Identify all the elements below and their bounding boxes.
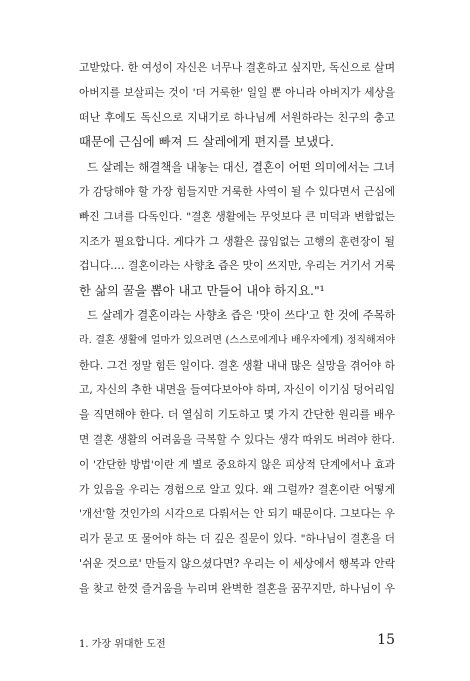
body-line: 을 직면해야 한다. 더 열심히 기도하고 몇 가지 간단한 원리를 배우: [79, 408, 395, 422]
body-line: 드 살레가 결혼이라는 사향초 즙은 '맛이 쓰다'고 한 것에 주목하: [87, 308, 396, 322]
body-line: 가 있음을 우리는 경험으로 알고 있다. 왜 그럴까? 결혼이란 어떻게: [79, 482, 395, 496]
body-line: 이 '간단한 방법'이란 게 별로 중요하지 않은 피상적 단계에서나 효과: [79, 458, 395, 471]
body-line: 고받았다. 한 여성이 자신은 너무나 결혼하고 싶지만, 독신으로 살며: [79, 61, 395, 74]
body-line: 가 감당해야 할 가장 힘들지만 거룩한 사역이 될 수 있다면서 근심에: [79, 184, 395, 198]
body-line: 겁니다.… 결혼이라는 사향초 즙은 맛이 쓰지만, 우리는 거기서 거룩: [79, 259, 396, 273]
body-text: [79, 56, 395, 602]
body-line: 고, 자신의 추한 내면을 들여다보아야 하며, 자신이 이기심 덩어리임: [79, 383, 395, 397]
body-line: 을 찾고 한껏 즐거움을 누리며 완벽한 결혼을 꿈꾸지만, 하나님이 우: [79, 581, 395, 595]
body-line: 드 살레는 해결책을 내놓는 대신, 결혼이 어떤 의미에서는 그녀: [87, 160, 395, 175]
page-number: 15: [377, 632, 395, 648]
body-line: 지조가 필요합니다. 게다가 그 생활은 끊임없는 고행의 훈련장이 될: [79, 234, 395, 248]
page-footer: [79, 632, 395, 655]
body-line: 떠난 후에도 독신으로 지내기로 하나님께 서원하라는 친구의 충고: [79, 110, 395, 124]
running-footer-title: 1. 가장 위대한 도전: [79, 639, 166, 650]
body-line: '쉬운 것으로' 만들지 않으셨다면? 우리는 이 세상에서 행복과 안락: [79, 556, 396, 570]
body-line: 라. 결혼 생활에 얼마가 있으려면 (스스로에게나 배우자에게) 정직해져야: [79, 334, 395, 346]
body-line: 때문에 근심에 빠져 드 살레에게 편지를 보냈다.: [79, 134, 334, 150]
body-line: 아버지를 보살피는 것이 '더 거룩한' 일일 뿐 아니라 아버지가 세상을: [79, 86, 395, 99]
body-line: 리가 묻고 또 물어야 하는 더 깊은 질문이 있다. "하나님이 결혼을 더: [79, 533, 395, 546]
body-line: '개선'할 것인가의 시각으로 다뤄서는 안 되기 때문이다. 그보다는 우: [79, 508, 395, 521]
body-line: 한다. 그건 정말 힘든 일이다. 결혼 생활 내내 많은 실망을 겪어야 하: [79, 358, 395, 372]
body-line: 면 결혼 생활의 어려움을 극복할 수 있다는 생각 따위도 버려야 한다.: [79, 433, 395, 446]
body-line: 빠진 그녀를 다독인다. "결혼 생활에는 무엇보다 큰 미덕과 변함없는: [79, 210, 395, 223]
body-line: 한 삶의 꿀을 뽑아 내고 만들어 내야 하지요."¹: [79, 283, 325, 299]
